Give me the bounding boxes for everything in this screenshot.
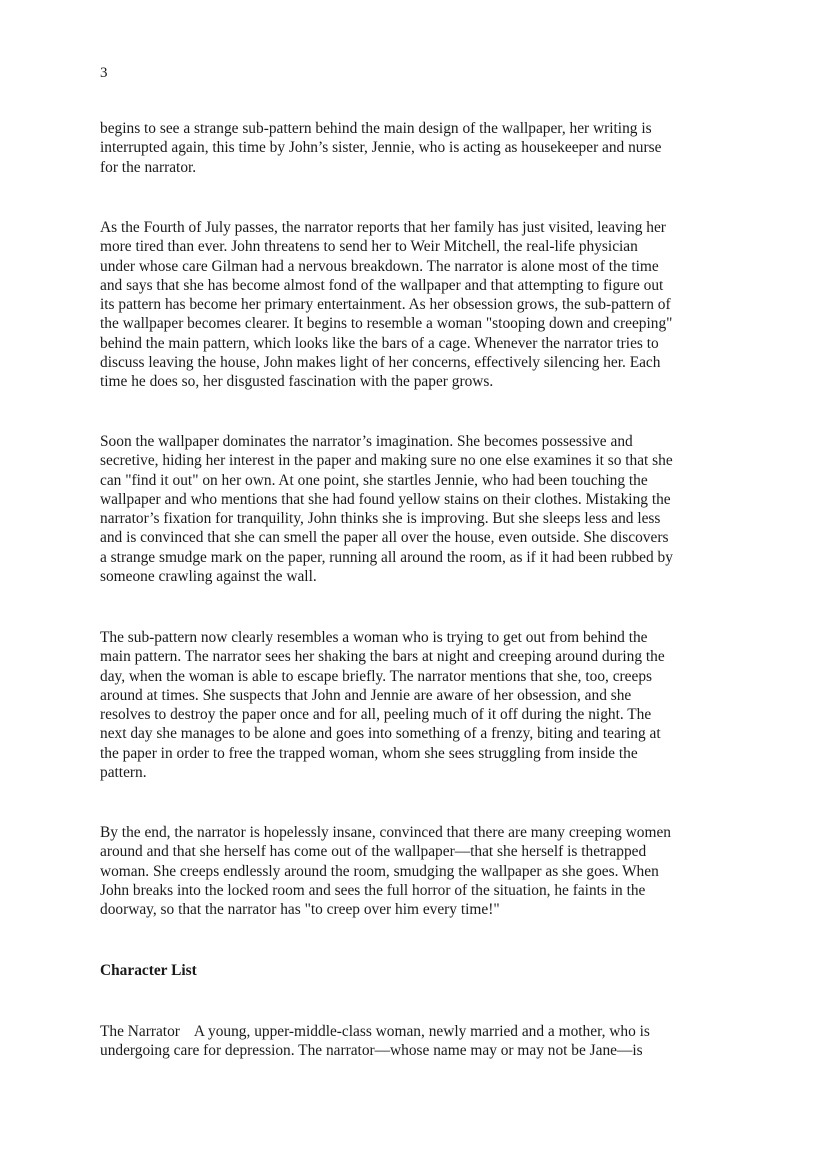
text-line: interrupted again, this time by John’s sister, Jennie, who is acting as housekeeper and nurse xyxy=(100,139,662,157)
paragraph-5 xyxy=(100,823,730,919)
text-line: and says that she has become almost fond of the wallpaper and that attempting to figure out xyxy=(100,276,664,294)
text-line: The sub-pattern now clearly resembles a woman who is trying to get out from behind the xyxy=(100,629,648,646)
paragraph-2 xyxy=(100,218,730,392)
page-number: 3 xyxy=(100,65,108,81)
text-line: John breaks into the locked room and sees the full horror of the situation, he faints in the xyxy=(100,881,646,899)
character-term: The Narrator xyxy=(100,1023,180,1040)
text-line: more tired than ever. John threatens to send her to Weir Mitchell, the real-life physician xyxy=(100,238,638,256)
text-line: narrator’s fixation for tranquility, John thinks she is improving. But she sleeps less and less xyxy=(100,510,661,528)
text-line: and is convinced that she can smell the paper all over the house, even outside. She discovers xyxy=(100,529,669,547)
text-line: under whose care Gilman had a nervous breakdown. The narrator is alone most of the time xyxy=(100,257,659,275)
section-heading: Character List xyxy=(100,962,197,979)
text-line: Soon the wallpaper dominates the narrator’s imagination. She becomes possessive and xyxy=(100,433,633,450)
character-entry xyxy=(100,1022,730,1061)
text-line: discuss leaving the house, John makes light of her concerns, effectively silencing her. Each xyxy=(100,354,661,372)
text-line: next day she manages to be alone and goes into something of a frenzy, biting and tearing at xyxy=(100,725,661,743)
text-line: the paper in order to free the trapped woman, whom she sees struggling from inside the xyxy=(100,744,638,762)
text-line: can "find it out" on her own. At one point, she startles Jennie, who had been touching the xyxy=(100,471,648,489)
paragraph-4 xyxy=(100,628,730,782)
text-line: secretive, hiding her interest in the paper and making sure no one else examines it so that she xyxy=(100,452,673,470)
text-line: resolves to destroy the paper once and for all, peeling much of it off during the night. The xyxy=(100,706,652,724)
paragraph-1 xyxy=(100,119,730,177)
character-description: A young, upper-middle-class woman, newly married and a mother, who is xyxy=(193,1023,650,1040)
text-line: behind the main pattern, which looks like the bars of a cage. Whenever the narrator tries to xyxy=(100,334,659,352)
text-line: undergoing care for depression. The narrator—whose name may or may not be Jane—is xyxy=(100,1042,643,1060)
text-line: As the Fourth of July passes, the narrator reports that her family has just visited, leaving her xyxy=(100,219,666,236)
text-line: for the narrator. xyxy=(100,158,197,176)
text-line: around and that she herself has come out of the wallpaper—that she herself is thetrapped xyxy=(100,843,647,861)
text-line: woman. She creeps endlessly around the room, smudging the wallpaper as she goes. When xyxy=(100,862,659,880)
text-line: wallpaper and who mentions that she had found yellow stains on their clothes. Mistaking the xyxy=(100,490,671,508)
text-line: its pattern has become her primary entertainment. As her obsession grows, the sub-pattern of xyxy=(100,296,671,314)
text-line: begins to see a strange sub-pattern behind the main design of the wallpaper, her writing is xyxy=(100,120,652,137)
text-line: By the end, the narrator is hopelessly insane, convinced that there are many creeping women xyxy=(100,824,671,841)
text-line: time he does so, her disgusted fascination with the paper grows. xyxy=(100,373,494,391)
text-line: day, when the woman is able to escape briefly. The narrator mentions that she, too, creeps xyxy=(100,667,653,685)
text-line: main pattern. The narrator sees her shaking the bars at night and creeping around during the xyxy=(100,648,665,666)
text-line: doorway, so that the narrator has "to creep over him every time!" xyxy=(100,901,500,919)
text-line: someone crawling against the wall. xyxy=(100,568,317,586)
text-line: a strange smudge mark on the paper, running all around the room, as if it had been rubbed by xyxy=(100,548,673,566)
paragraph-3 xyxy=(100,432,730,586)
text-line xyxy=(100,1022,730,1041)
text-line: the wallpaper becomes clearer. It begins to resemble a woman "stooping down and creeping" xyxy=(100,315,673,333)
text-line: pattern. xyxy=(100,764,147,782)
text-line: around at times. She suspects that John and Jennie are aware of her obsession, and she xyxy=(100,686,632,704)
